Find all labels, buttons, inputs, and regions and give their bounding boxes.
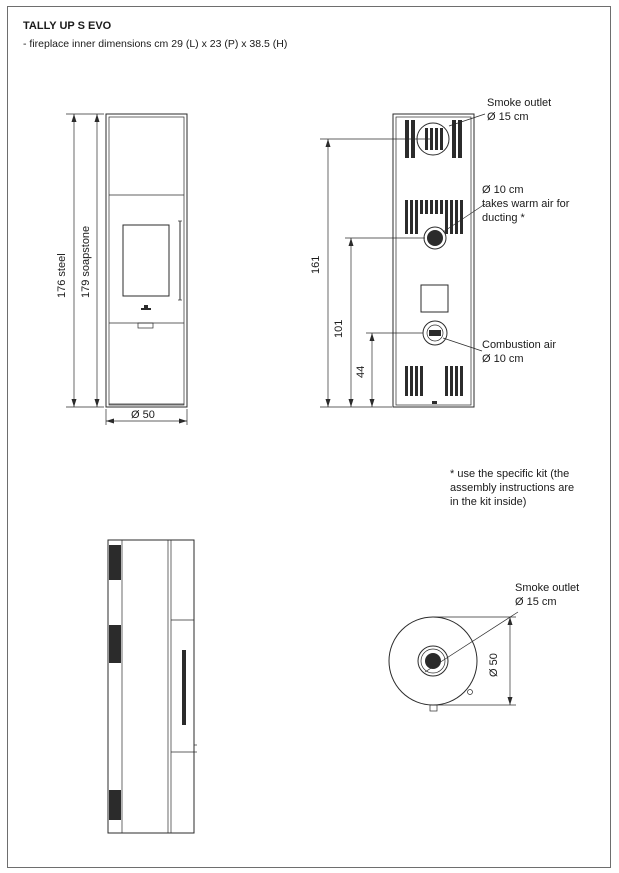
warm-air-line2: ducting * [482, 212, 525, 224]
side-view [108, 540, 197, 833]
kit-note-line2: assembly instructions are [450, 482, 575, 494]
front-height-steel: 176 steel [56, 253, 68, 298]
warm-air-line1: takes warm air for [482, 198, 570, 210]
rear-vent-bottom [405, 366, 463, 396]
top-smoke-outlet-size: Ø 15 cm [515, 596, 557, 608]
rear-vent-middle [405, 200, 463, 234]
dimension-101: 101 [333, 319, 345, 338]
combustion-air-size: Ø 10 cm [482, 353, 524, 365]
combustion-air-label: Combustion air [482, 339, 556, 351]
dimension-44: 44 [355, 365, 367, 378]
top-smoke-outlet-label: Smoke outlet [515, 582, 580, 594]
smoke-outlet-label: Smoke outlet [487, 97, 552, 109]
front-height-soapstone: 179 soapstone [80, 225, 92, 298]
kit-note-line3: in the kit inside) [450, 496, 527, 508]
smoke-outlet-size: Ø 15 cm [487, 111, 529, 123]
page-subtitle: - fireplace inner dimensions cm 29 (L) x 23 (P) x 38.5 (H) [23, 38, 288, 50]
dimension-161: 161 [310, 255, 322, 274]
top-diameter: Ø 50 [488, 653, 500, 677]
rear-view [320, 114, 485, 407]
warm-air-size: Ø 10 cm [482, 184, 524, 196]
kit-note-line1: * use the specific kit (the [450, 468, 570, 480]
kit-note [450, 467, 600, 509]
front-diameter: Ø 50 [131, 409, 155, 421]
page-title: TALLY UP S EVO [23, 20, 112, 32]
